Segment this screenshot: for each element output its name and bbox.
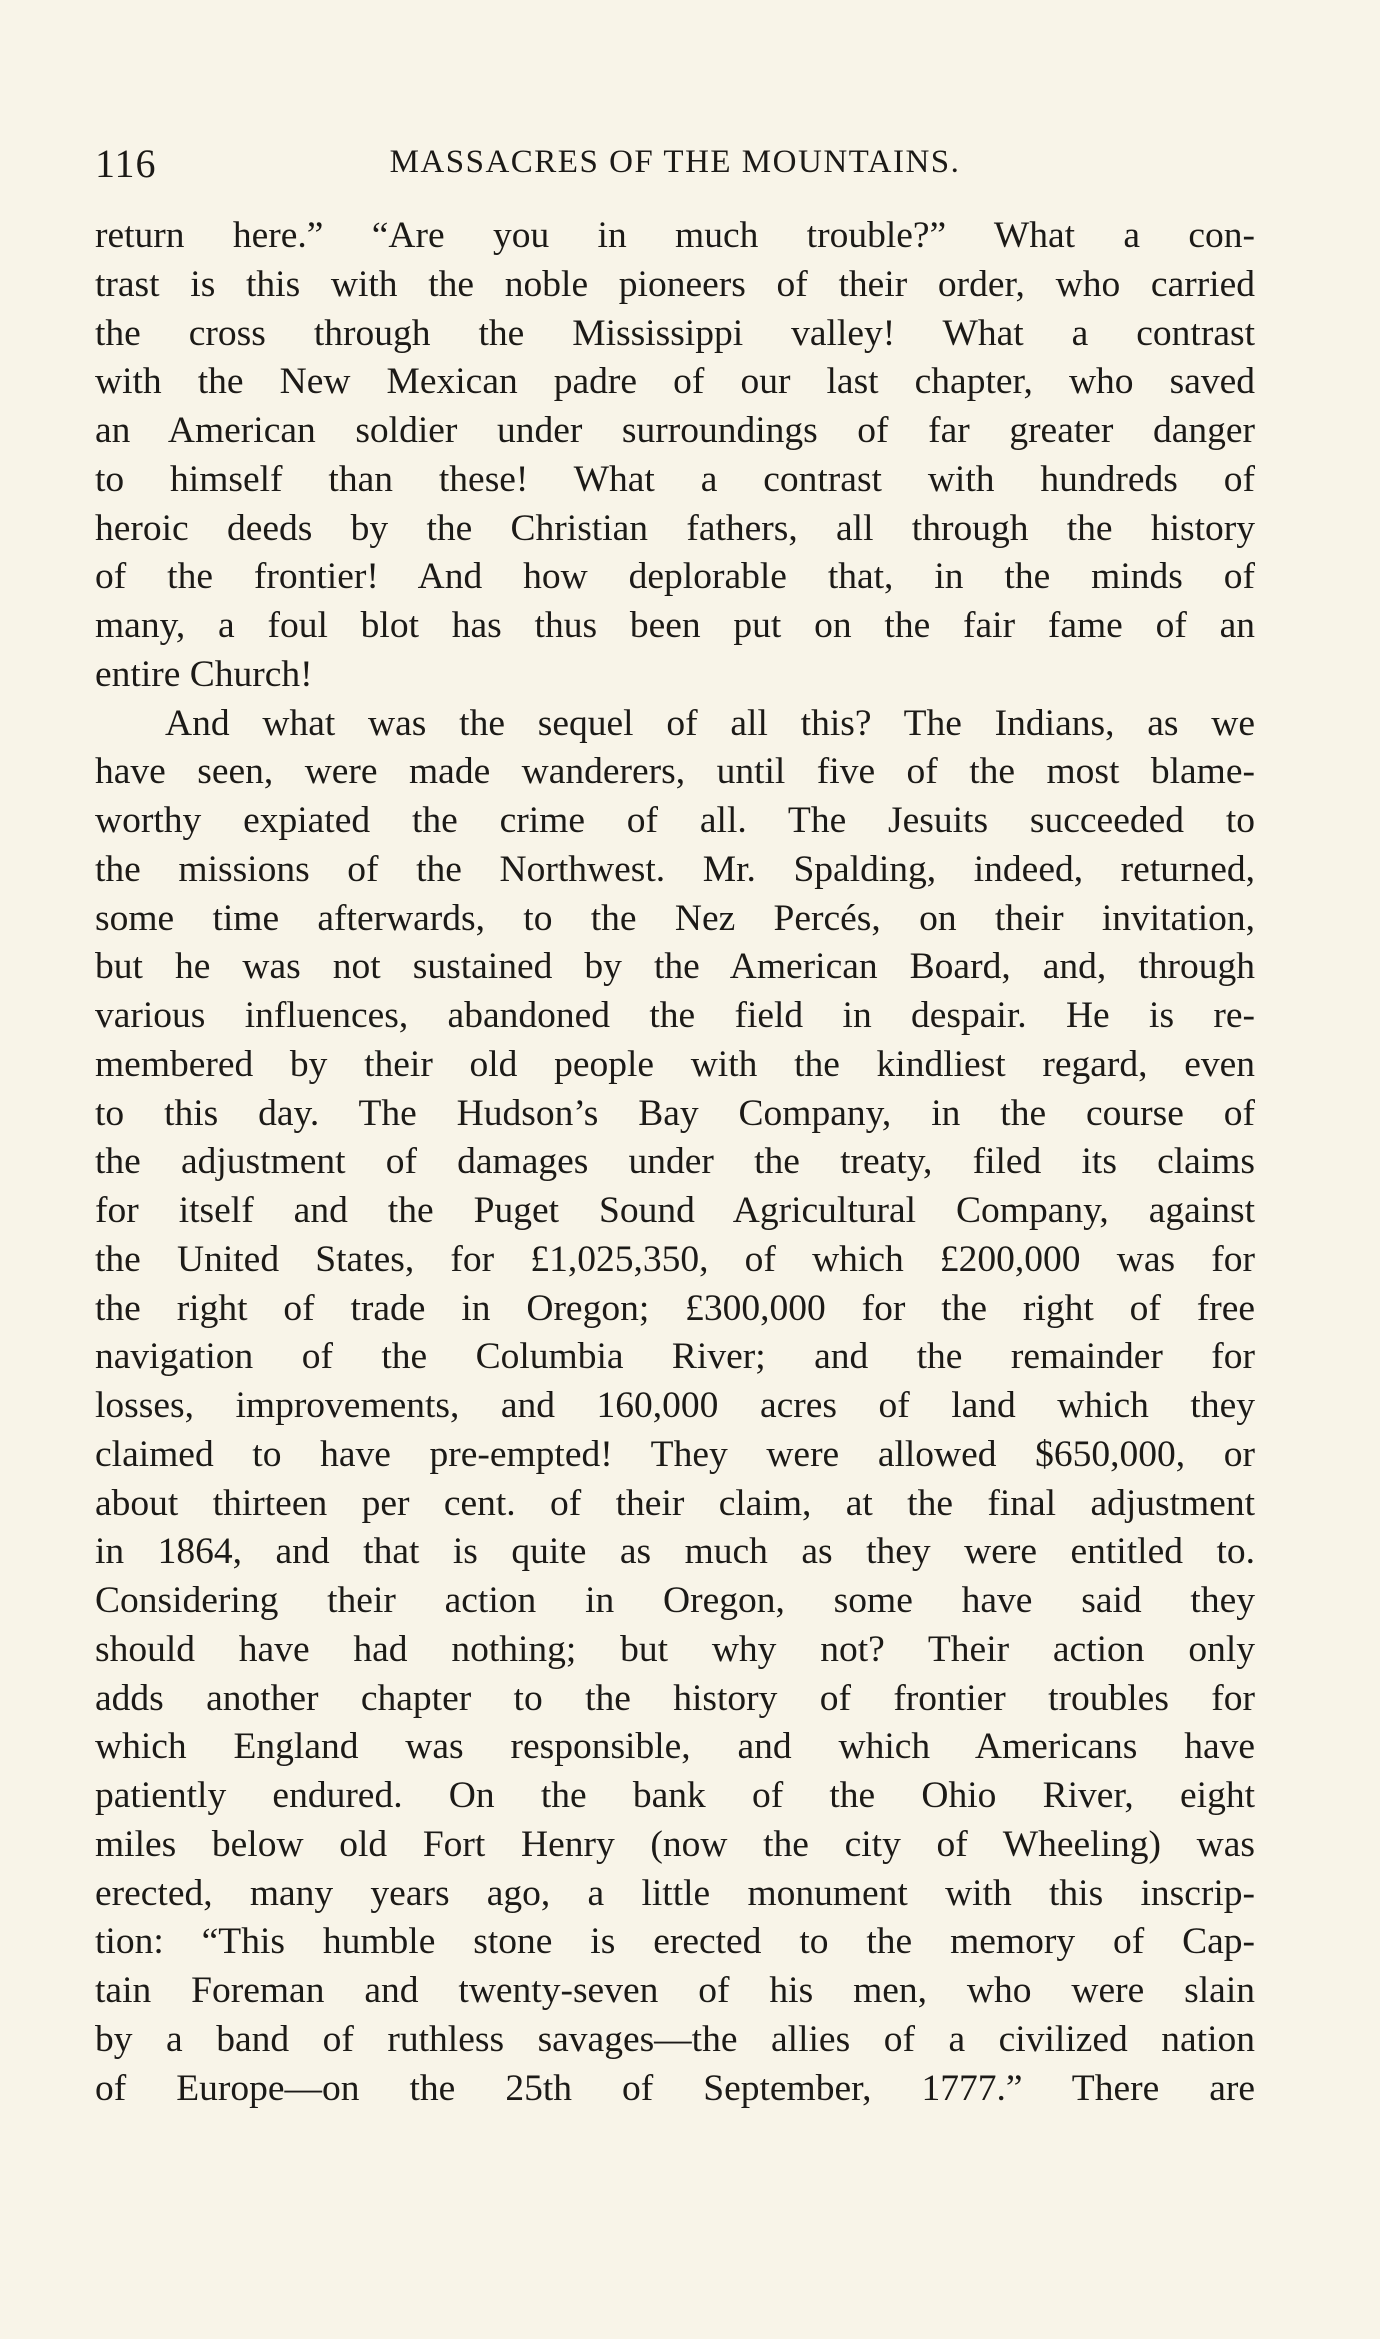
text-line: claimed to have pre-empted! They were allowed $650,000, or [95, 1433, 1255, 1475]
text-line: to this day. The Hudson’s Bay Company, in the course of [95, 1092, 1255, 1134]
text-line: membered by their old people with the kindliest regard, even [95, 1043, 1255, 1085]
text-line: return here.” “Are you in much trouble?” What a con- [95, 215, 1255, 256]
text-line: tain Foreman and twenty-seven of his men, who were slain [95, 1970, 1255, 2011]
text-line: the missions of the Northwest. Mr. Spalding, indeed, returned, [95, 848, 1255, 890]
text-line: adds another chapter to the history of frontier troubles for [95, 1677, 1255, 1719]
text-line: some time afterwards, to the Nez Percés, on their invitation, [95, 897, 1255, 939]
text-line: miles below old Fort Henry (now the city of Wheeling) was [95, 1823, 1255, 1865]
text-line: for itself and the Puget Sound Agricultural Company, against [95, 1190, 1255, 1231]
text-line: of Europe—on the 25th of September, 1777.” There are [95, 2067, 1255, 2109]
text-line: tion: “This humble stone is erected to the memory of Cap- [95, 1921, 1255, 1963]
text-line: losses, improvements, and 160,000 acres of land which they [95, 1385, 1255, 1426]
text-line: navigation of the Columbia River; and the remainder for [95, 1336, 1255, 1378]
text-line: of the frontier! And how deplorable that, in the minds of [95, 556, 1255, 598]
text-line: worthy expiated the crime of all. The Jesuits succeeded to [95, 800, 1255, 841]
text-line: erected, many years ago, a little monument with this inscrip- [95, 1872, 1255, 1914]
running-head: MASSACRES OF THE MOUNTAINS. [389, 144, 961, 180]
text-line: patiently endured. On the bank of the Ohio River, eight [95, 1775, 1255, 1816]
text-line: should have had nothing; but why not? Their action only [95, 1628, 1255, 1670]
text-line: trast is this with the noble pioneers of their order, who carried [95, 263, 1255, 305]
text-line: the right of trade in Oregon; £300,000 for the right of free [95, 1287, 1255, 1329]
text-line: to himself than these! What a contrast with hundreds of [95, 458, 1255, 500]
text-line: various influences, abandoned the field in despair. He is re- [95, 995, 1255, 1036]
text-line: an American soldier under surroundings of far greater danger [95, 410, 1255, 451]
text-line: many, a foul blot has thus been put on the fair fame of an [95, 605, 1255, 646]
text-line: entire Church! [95, 653, 313, 695]
body-text [95, 212, 1255, 2113]
text-line: And what was the sequel of all this? The Indians, as we [165, 702, 1255, 744]
text-line: heroic deeds by the Christian fathers, all through the history [95, 507, 1255, 549]
text-line: the cross through the Mississippi valley! What a contrast [95, 312, 1255, 354]
page-number: 116 [95, 141, 157, 186]
text-line: by a band of ruthless savages—the allies of a civilized nation [95, 2018, 1255, 2060]
text-line: Considering their action in Oregon, some have said they [95, 1580, 1255, 1621]
text-line: have seen, were made wanderers, until five of the most blame- [95, 751, 1255, 793]
text-line: with the New Mexican padre of our last chapter, who saved [95, 361, 1255, 403]
text-line: about thirteen per cent. of their claim, at the final adjustment [95, 1482, 1255, 1524]
text-line: which England was responsible, and which Americans have [95, 1726, 1255, 1768]
text-line: the adjustment of damages under the treaty, filed its claims [95, 1141, 1255, 1183]
text-line: the United States, for £1,025,350, of which £200,000 was for [95, 1238, 1255, 1280]
page-header [95, 140, 1255, 196]
text-line: but he was not sustained by the American Board, and, through [95, 946, 1255, 988]
text-line: in 1864, and that is quite as much as they were entitled to. [95, 1531, 1255, 1573]
